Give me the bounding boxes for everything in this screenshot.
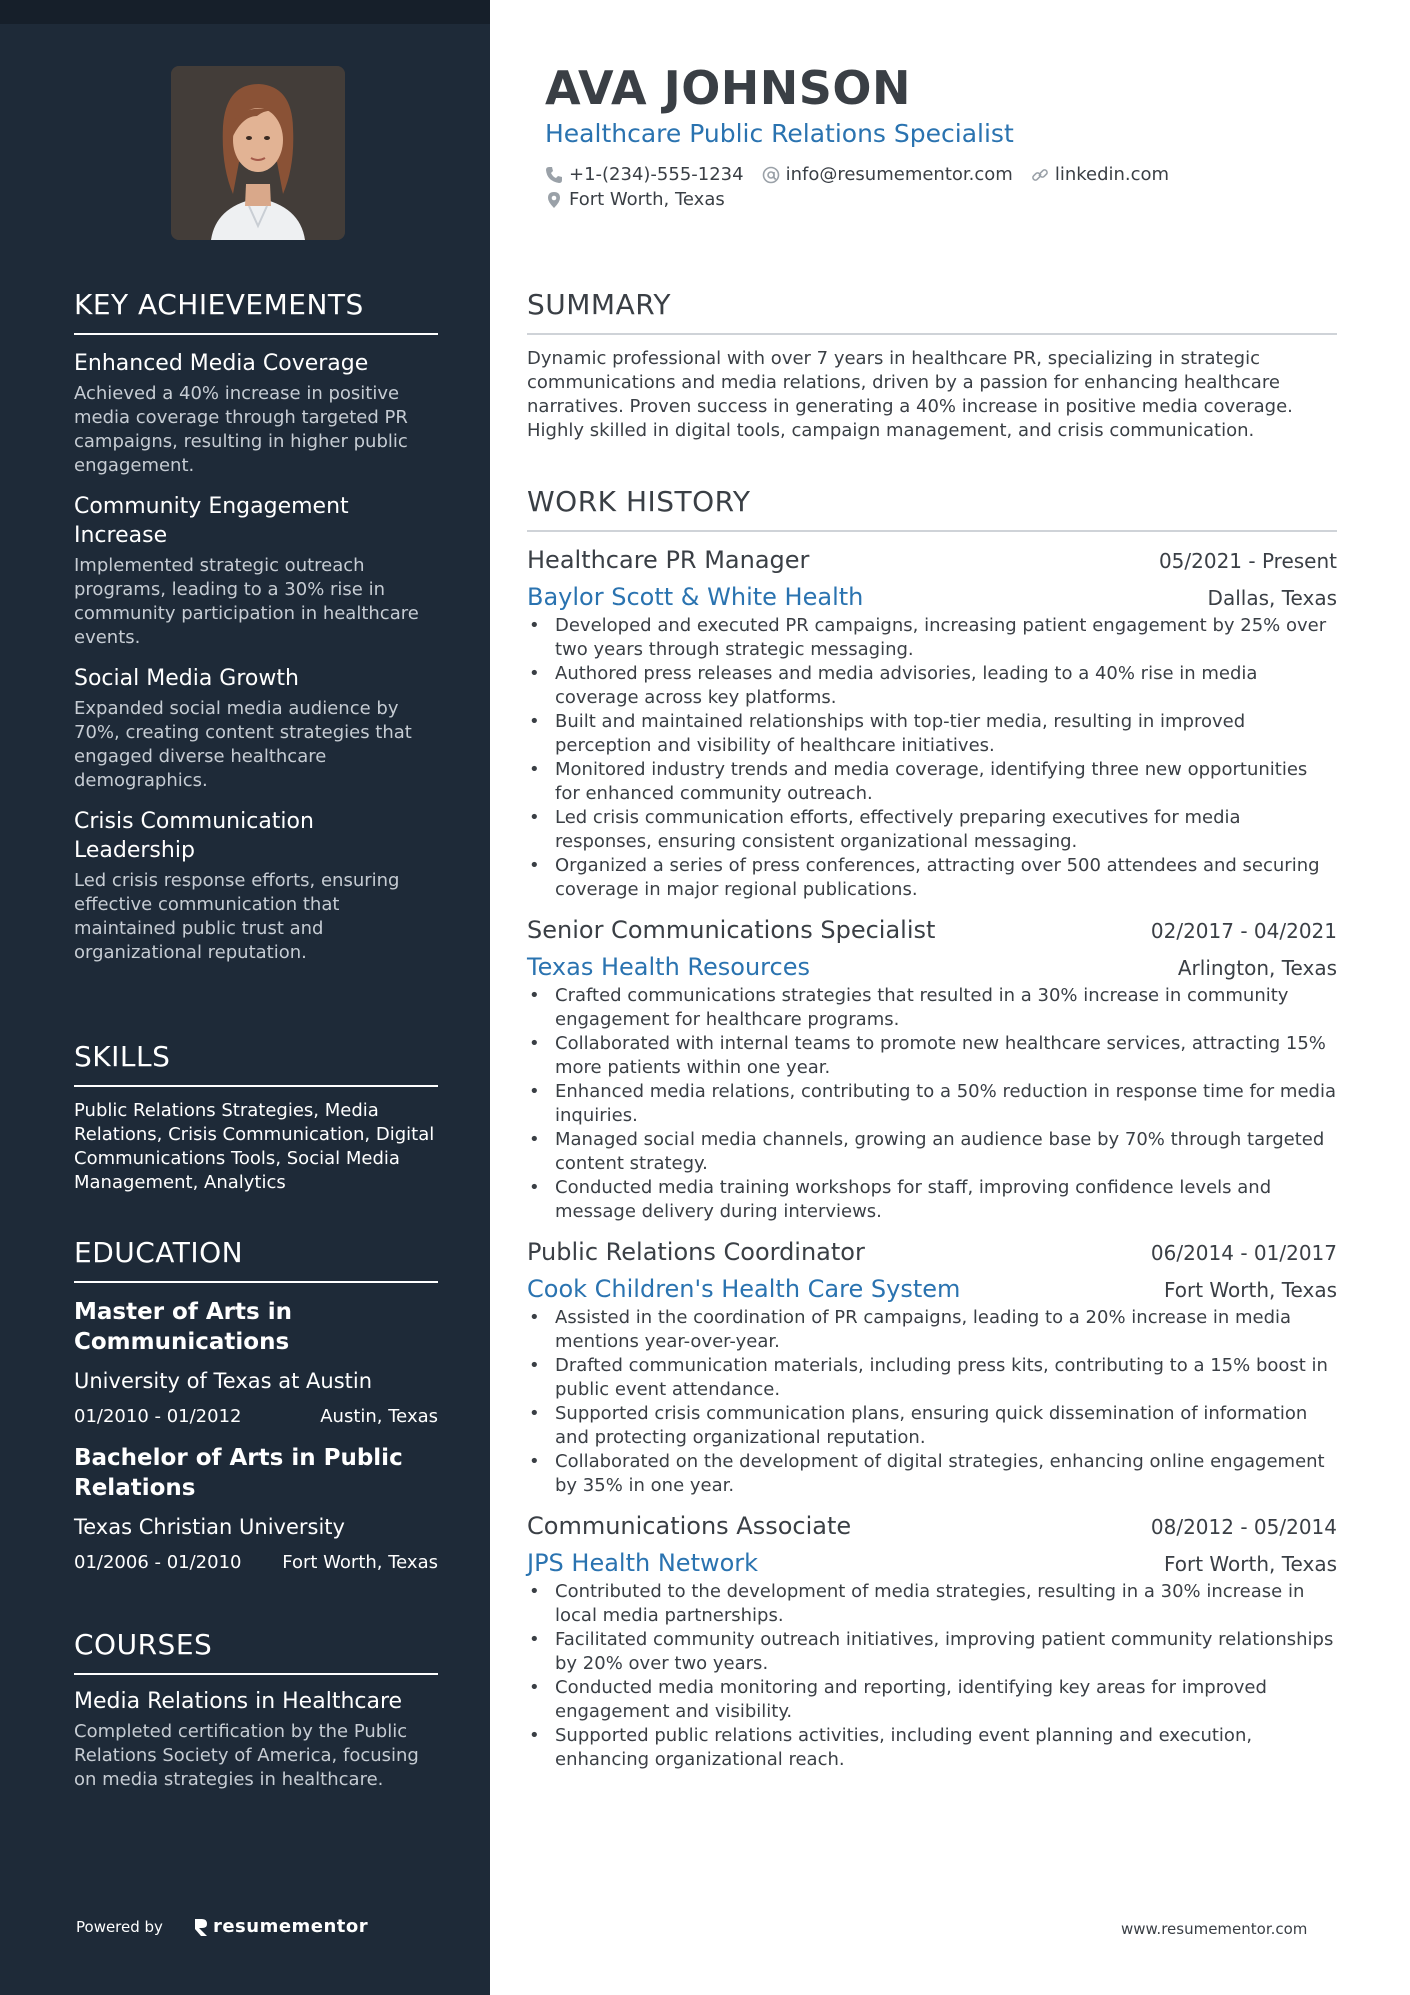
course-title: Media Relations in Healthcare <box>74 1689 403 1714</box>
course-desc: Completed certification by the Public Relations Society of America, focusing on media strategies in healthcare. <box>74 1721 419 1790</box>
job-company: JPS Health Network <box>527 1549 759 1577</box>
achievement-item <box>74 349 438 478</box>
brand-logo-icon <box>193 1917 209 1937</box>
job-bullet: • Conducted media monitoring and reporting, identifying key areas for improved engagement and visibility. <box>527 1676 1337 1724</box>
courses-heading: COURSES <box>74 1628 438 1675</box>
skills-list: Public Relations Strategies, Media Relations, Crisis Communication, Digital Communications Tools, Social Media Management, Analytics <box>74 1100 435 1193</box>
education-degree: Bachelor of Arts in Public Relations <box>74 1445 403 1501</box>
job-bullet: • Collaborated on the development of digital strategies, enhancing online engagement by 35% in one year. <box>527 1450 1337 1498</box>
education-section <box>74 1236 438 1575</box>
skills-section <box>74 1040 438 1195</box>
education-item <box>74 1443 438 1575</box>
course-item <box>74 1687 438 1792</box>
education-location: Austin, Texas <box>320 1406 438 1427</box>
job-bullet: • Led crisis communication efforts, effectively preparing executives for media responses, ensuring consistent organizational messaging. <box>527 806 1337 854</box>
profile-photo <box>171 66 345 240</box>
summary-section <box>527 288 1337 443</box>
achievement-desc: Implemented strategic outreach programs, leading to a 30% rise in community participation in healthcare events. <box>74 555 419 648</box>
education-dates: 01/2006 - 01/2010 <box>74 1552 242 1573</box>
footer-url[interactable]: www.resumementor.com <box>1121 1920 1308 1938</box>
job-bullets <box>527 1306 1337 1498</box>
summary-heading: SUMMARY <box>527 288 1337 335</box>
job-entry <box>527 1510 1337 1772</box>
job-location: Fort Worth, Texas <box>1163 1278 1337 1302</box>
achievement-desc: Led crisis response efforts, ensuring effective communication that maintained public trust and organizational reputation. <box>74 870 400 963</box>
candidate-title: Healthcare Public Relations Specialist <box>545 119 1014 148</box>
work-history-heading: WORK HISTORY <box>527 485 1337 532</box>
job-title: Healthcare PR Manager <box>527 546 810 574</box>
resume-header <box>545 60 1345 210</box>
education-dates: 01/2010 - 01/2012 <box>74 1406 242 1427</box>
email-text: info@resumementor.com <box>785 164 1013 185</box>
education-school: University of Texas at Austin <box>74 1369 373 1393</box>
job-company: Baylor Scott & White Health <box>527 583 864 611</box>
linkedin-text: linkedin.com <box>1054 164 1170 185</box>
at-icon <box>762 166 780 184</box>
contact-row <box>545 164 1345 185</box>
job-bullets <box>527 984 1337 1224</box>
brand-name: resumementor <box>212 1916 369 1937</box>
contact-phone[interactable] <box>545 164 744 185</box>
skills-heading: SKILLS <box>74 1040 438 1087</box>
achievement-desc: Achieved a 40% increase in positive media coverage through targeted PR campaigns, resulting in higher public engagement. <box>74 383 408 476</box>
phone-text: +1-(234)-555-1234 <box>569 164 744 185</box>
summary-text: Dynamic professional with over 7 years in healthcare PR, specializing in strategic communications and media relations, driven by a passion for enhancing healthcare narratives. Proven success in generating a 40% increase in positive media coverage. Highly skilled in digital tools, campaign management, and crisis communication. <box>527 348 1293 441</box>
powered-by-label: Powered by <box>76 1917 163 1936</box>
candidate-name: AVA JOHNSON <box>545 61 912 115</box>
job-bullet: • Conducted media training workshops for staff, improving confidence levels and message delivery during interviews. <box>527 1176 1337 1224</box>
contact-location <box>545 189 725 210</box>
contact-linkedin[interactable] <box>1031 164 1169 185</box>
courses-section <box>74 1628 438 1792</box>
link-icon <box>1031 166 1049 184</box>
job-bullet: • Assisted in the coordination of PR campaigns, leading to a 20% increase in media mentions year-over-year. <box>527 1306 1337 1354</box>
job-bullet: • Facilitated community outreach initiatives, improving patient community relationships by 20% over two years. <box>527 1628 1337 1676</box>
job-bullet: • Supported crisis communication plans, ensuring quick dissemination of information and protecting organizational reputation. <box>527 1402 1337 1450</box>
job-bullet: • Enhanced media relations, contributing to a 50% reduction in response time for media inquiries. <box>527 1080 1337 1128</box>
work-history-section <box>527 485 1337 1772</box>
phone-icon <box>545 166 563 184</box>
job-bullet: • Built and maintained relationships with top-tier media, resulting in improved perception and visibility of healthcare initiatives. <box>527 710 1337 758</box>
contact-row-2 <box>545 189 1345 210</box>
job-title: Communications Associate <box>527 1512 852 1540</box>
education-heading: EDUCATION <box>74 1236 438 1283</box>
brand-logo[interactable] <box>193 1916 368 1937</box>
job-title: Public Relations Coordinator <box>527 1238 865 1266</box>
achievement-title: Crisis Communication Leadership <box>74 809 314 863</box>
job-bullet: • Developed and executed PR campaigns, increasing patient engagement by 25% over two years through strategic messaging. <box>527 614 1337 662</box>
education-degree: Master of Arts in Communications <box>74 1299 292 1355</box>
job-entry <box>527 1236 1337 1498</box>
education-location: Fort Worth, Texas <box>282 1552 438 1573</box>
achievement-item <box>74 664 438 793</box>
sidebar-top-bar <box>0 0 490 24</box>
education-school: Texas Christian University <box>74 1515 345 1539</box>
powered-by <box>76 1916 368 1937</box>
contact-email[interactable] <box>762 164 1013 185</box>
job-title: Senior Communications Specialist <box>527 916 936 944</box>
job-bullet: • Organized a series of press conferences, attracting over 500 attendees and securing coverage in major regional publications. <box>527 854 1337 902</box>
sidebar <box>0 0 490 1995</box>
job-bullet: • Collaborated with internal teams to promote new healthcare services, attracting 15% more patients within one year. <box>527 1032 1337 1080</box>
job-entry <box>527 914 1337 1224</box>
achievement-desc: Expanded social media audience by 70%, creating content strategies that engaged diverse healthcare demographics. <box>74 698 412 791</box>
job-bullets <box>527 1580 1337 1772</box>
achievement-item <box>74 807 438 965</box>
job-dates: 06/2014 - 01/2017 <box>1150 1241 1337 1265</box>
job-entry <box>527 544 1337 902</box>
job-bullet: • Supported public relations activities, including event planning and execution, enhancing organizational reach. <box>527 1724 1337 1772</box>
education-item <box>74 1297 438 1429</box>
job-bullet: • Crafted communications strategies that resulted in a 30% increase in community engagement for healthcare programs. <box>527 984 1337 1032</box>
job-location: Fort Worth, Texas <box>1163 1552 1337 1576</box>
achievements-section <box>74 288 438 965</box>
job-bullets <box>527 614 1337 902</box>
job-company: Cook Children's Health Care System <box>527 1275 961 1303</box>
job-bullet: • Monitored industry trends and media coverage, identifying three new opportunities for enhanced community outreach. <box>527 758 1337 806</box>
achievement-title: Community Engagement Increase <box>74 494 349 548</box>
job-bullet: • Contributed to the development of media strategies, resulting in a 30% increase in local media partnerships. <box>527 1580 1337 1628</box>
achievement-title: Enhanced Media Coverage <box>74 351 369 376</box>
job-bullet: • Drafted communication materials, including press kits, contributing to a 15% boost in public event attendance. <box>527 1354 1337 1402</box>
job-dates: 05/2021 - Present <box>1158 549 1337 573</box>
job-location: Dallas, Texas <box>1207 586 1337 610</box>
job-company: Texas Health Resources <box>527 953 810 981</box>
job-location: Arlington, Texas <box>1177 956 1337 980</box>
location-text: Fort Worth, Texas <box>569 189 725 210</box>
pin-icon <box>545 191 563 209</box>
achievement-item <box>74 492 438 650</box>
achievements-heading: KEY ACHIEVEMENTS <box>74 288 438 335</box>
job-bullet: • Managed social media channels, growing an audience base by 70% through targeted content strategy. <box>527 1128 1337 1176</box>
job-bullet: • Authored press releases and media advisories, leading to a 40% rise in media coverage across key platforms. <box>527 662 1337 710</box>
job-dates: 02/2017 - 04/2021 <box>1150 919 1337 943</box>
achievement-title: Social Media Growth <box>74 666 299 691</box>
job-dates: 08/2012 - 05/2014 <box>1150 1515 1337 1539</box>
